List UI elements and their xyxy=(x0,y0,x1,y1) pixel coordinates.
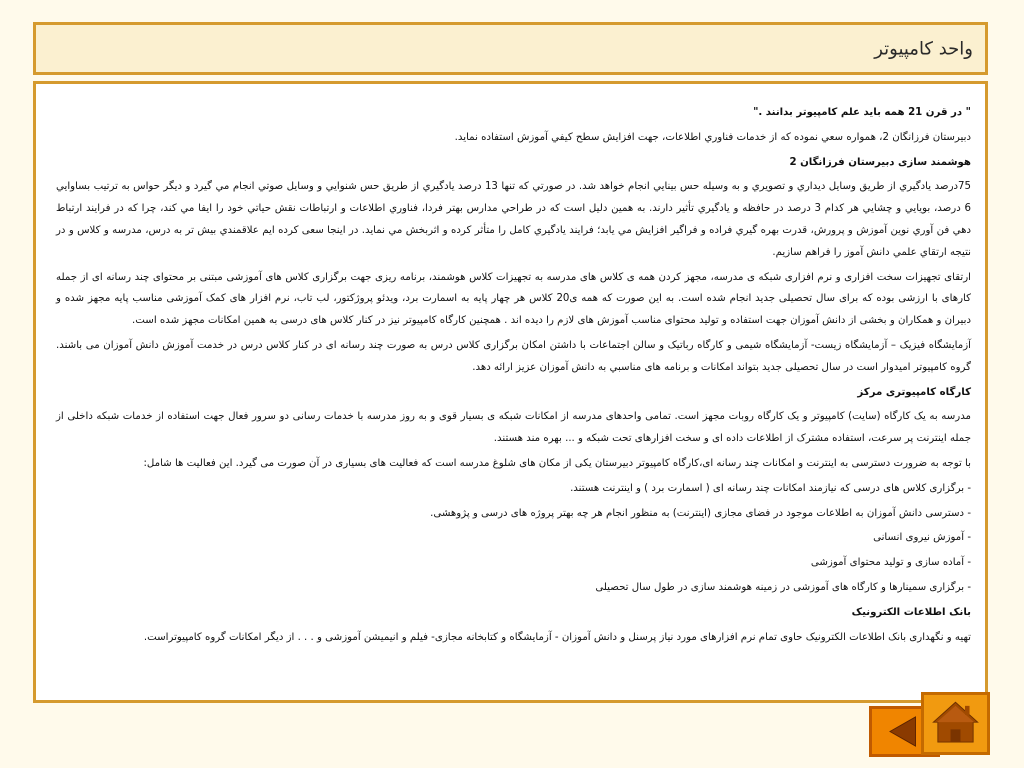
paragraph: - دسترسی دانش آموزان به اطلاعات موجود در فضای مجازی (اینترنت) به منظور انجام هر چه بهتر پروژه های درسی و پژوهشی. xyxy=(430,507,971,519)
paragraph: دبیرستان فرزانگان 2، همواره سعي نموده كه از خدمات فناوري اطلاعات، جهت افزايش سطح كيفي آموزش استفاده نمايد. xyxy=(454,131,971,143)
paragraph: تهیه و نگهداری بانک اطلاعات الکترونیک حاوی تمام نرم افزارهای مورد نیاز پرسنل و دانش آموزان - آزمایشگاه و کتابخانه مجازی- فیلم و انیمیشن آموزشی و . . . از دیگر امکانات گروه کامپیوتراست. xyxy=(143,631,971,643)
paragraph: - آموزش نیروی انسانی xyxy=(873,532,971,544)
section-heading: هوشمند سازی دبیرستان فرزانگان 2 xyxy=(789,156,971,168)
page-title: واحد کامپیوتر xyxy=(874,38,973,59)
paragraph: ارتقای تجهیزات سخت افزاری و نرم افزاری شبکه ی مدرسه، مجهز کردن همه ی کلاس های مدرسه به تجهیزات کلاس هوشمند، برنامه ریزی جهت برگزاری کلاس های آموزشی مبتنی بر محتوای چند رسانه ای از جمله کارهای با ارزشی بوده که برای سال تحصیلی جدید انجام شده است. به این صورت که همه ی20 کلاس هر چهار پایه به اسمارت برد، ویدئو پروژکتور، لب تاب، نرم افزار های کمک آموزشی مناسب پایه مجهز شده و دبیران و همکاران و بخشی از دانش آموزان جهت استفاده و تولید محتوای مناسب آموزش های لازم را دیده اند . همچنین کارگاه کامپیوتر نیز در کنار کلاس های درسی به همین امکانات مجهز شده است. xyxy=(56,271,971,327)
home-icon xyxy=(924,695,987,752)
content-text xyxy=(56,102,971,651)
paragraph: - برگزاری کلاس های درسی که نیازمند امکانات چند رسانه ای ( اسمارت برد ) و اینترنت هستند. xyxy=(570,482,971,494)
title-bar xyxy=(33,22,988,75)
paragraph: مدرسه به یک کارگاه (سایت) کامپیوتر و یک کارگاه روبات مجهز است. تمامی واحدهای مدرسه از امکانات شبکه ی بسیار قوی و به روز مدرسه با خدمات رسانی دو سرور فعال جهت استفاده از خدمات شبکه داخلی از جمله اینترنت پر سرعت، استفاده مشترک از اطلاعات داده ای و سخت افزارهای تحت شبکه و ... بهره مند هستند. xyxy=(56,411,971,445)
section-heading: بانک اطلاعات الکترونیک xyxy=(851,606,971,618)
paragraph: 75درصد يادگيري از طريق وسايل ديداري و تصويري و به وسيله حس بينايي انجام خواهد شد. در صورتي كه تنها 13 درصد يادگيري از طريق حس شنوايي و وسايل صوتي انجام مي گيرد و ديگر حواس به ترتيب بساوايي 6 درصد، بويايي و چشايي هر كدام 3 درصد در حافظه و يادگيري تأثير دارند. به همين دليل است كه در طراحي مدارس بهتر فردا، فناوري اطلاعات و ارتباطات نقش حياتي خود را ايفا مي كند، چرا كه در فرايند ارتباط دهي فن آوري نوين آموزش و پرورش، قدرت بهره گيري فراده و فراگير افزايش مي يابد؛ فرايند يادگيري كامل را متأثر كرده و اثربخش مي نمايد. در اینجا سعی کرده ایم علاقمندي بيش تر به درس، مدرسه و کلاس و در نتيجه ارتقاي علمي دانش آموز را فراهم سازیم. xyxy=(56,181,971,258)
paragraph: با توجه به ضرورت دسترسی به اینترنت و امکانات چند رسانه ای،کارگاه کامپیوتر دبیرستان یکی از مکان های شلوغ مدرسه است که فعالیت های بسیاری در آن صورت می گیرد. این فعالیت ها شامل: xyxy=(143,457,971,469)
home-button[interactable] xyxy=(921,692,990,755)
section-heading: کارگاه کامپیوتری مرکز xyxy=(857,386,971,398)
paragraph: - برگزاری سمینارها و کارگاه های آموزشی در زمینه هوشمند سازی در طول سال تحصیلی xyxy=(595,581,971,593)
section-heading: " در قرن 21 همه باید علم کامپیوتر بدانند ." xyxy=(753,107,971,118)
paragraph: - آماده سازی و تولید محتوای آموزشی xyxy=(810,557,971,569)
content-box xyxy=(33,81,988,703)
paragraph: آزمایشگاه فیزیک – آزمایشگاه زیست- آزمایشگاه شیمی و کارگاه رباتیک و سالن اجتماعات با داشتن امکان برگزاری کلاس درس به صورت چند رسانه ای در کنار کلاس درس در خدمت آموزش دانش آموزان می باشند. گروه کامپیوتر امیدوار است در سال تحصیلی جدید بتواند امکانات و برنامه های مناسبي به دانش آموزان عزیز ارائه دهد. xyxy=(56,339,971,373)
